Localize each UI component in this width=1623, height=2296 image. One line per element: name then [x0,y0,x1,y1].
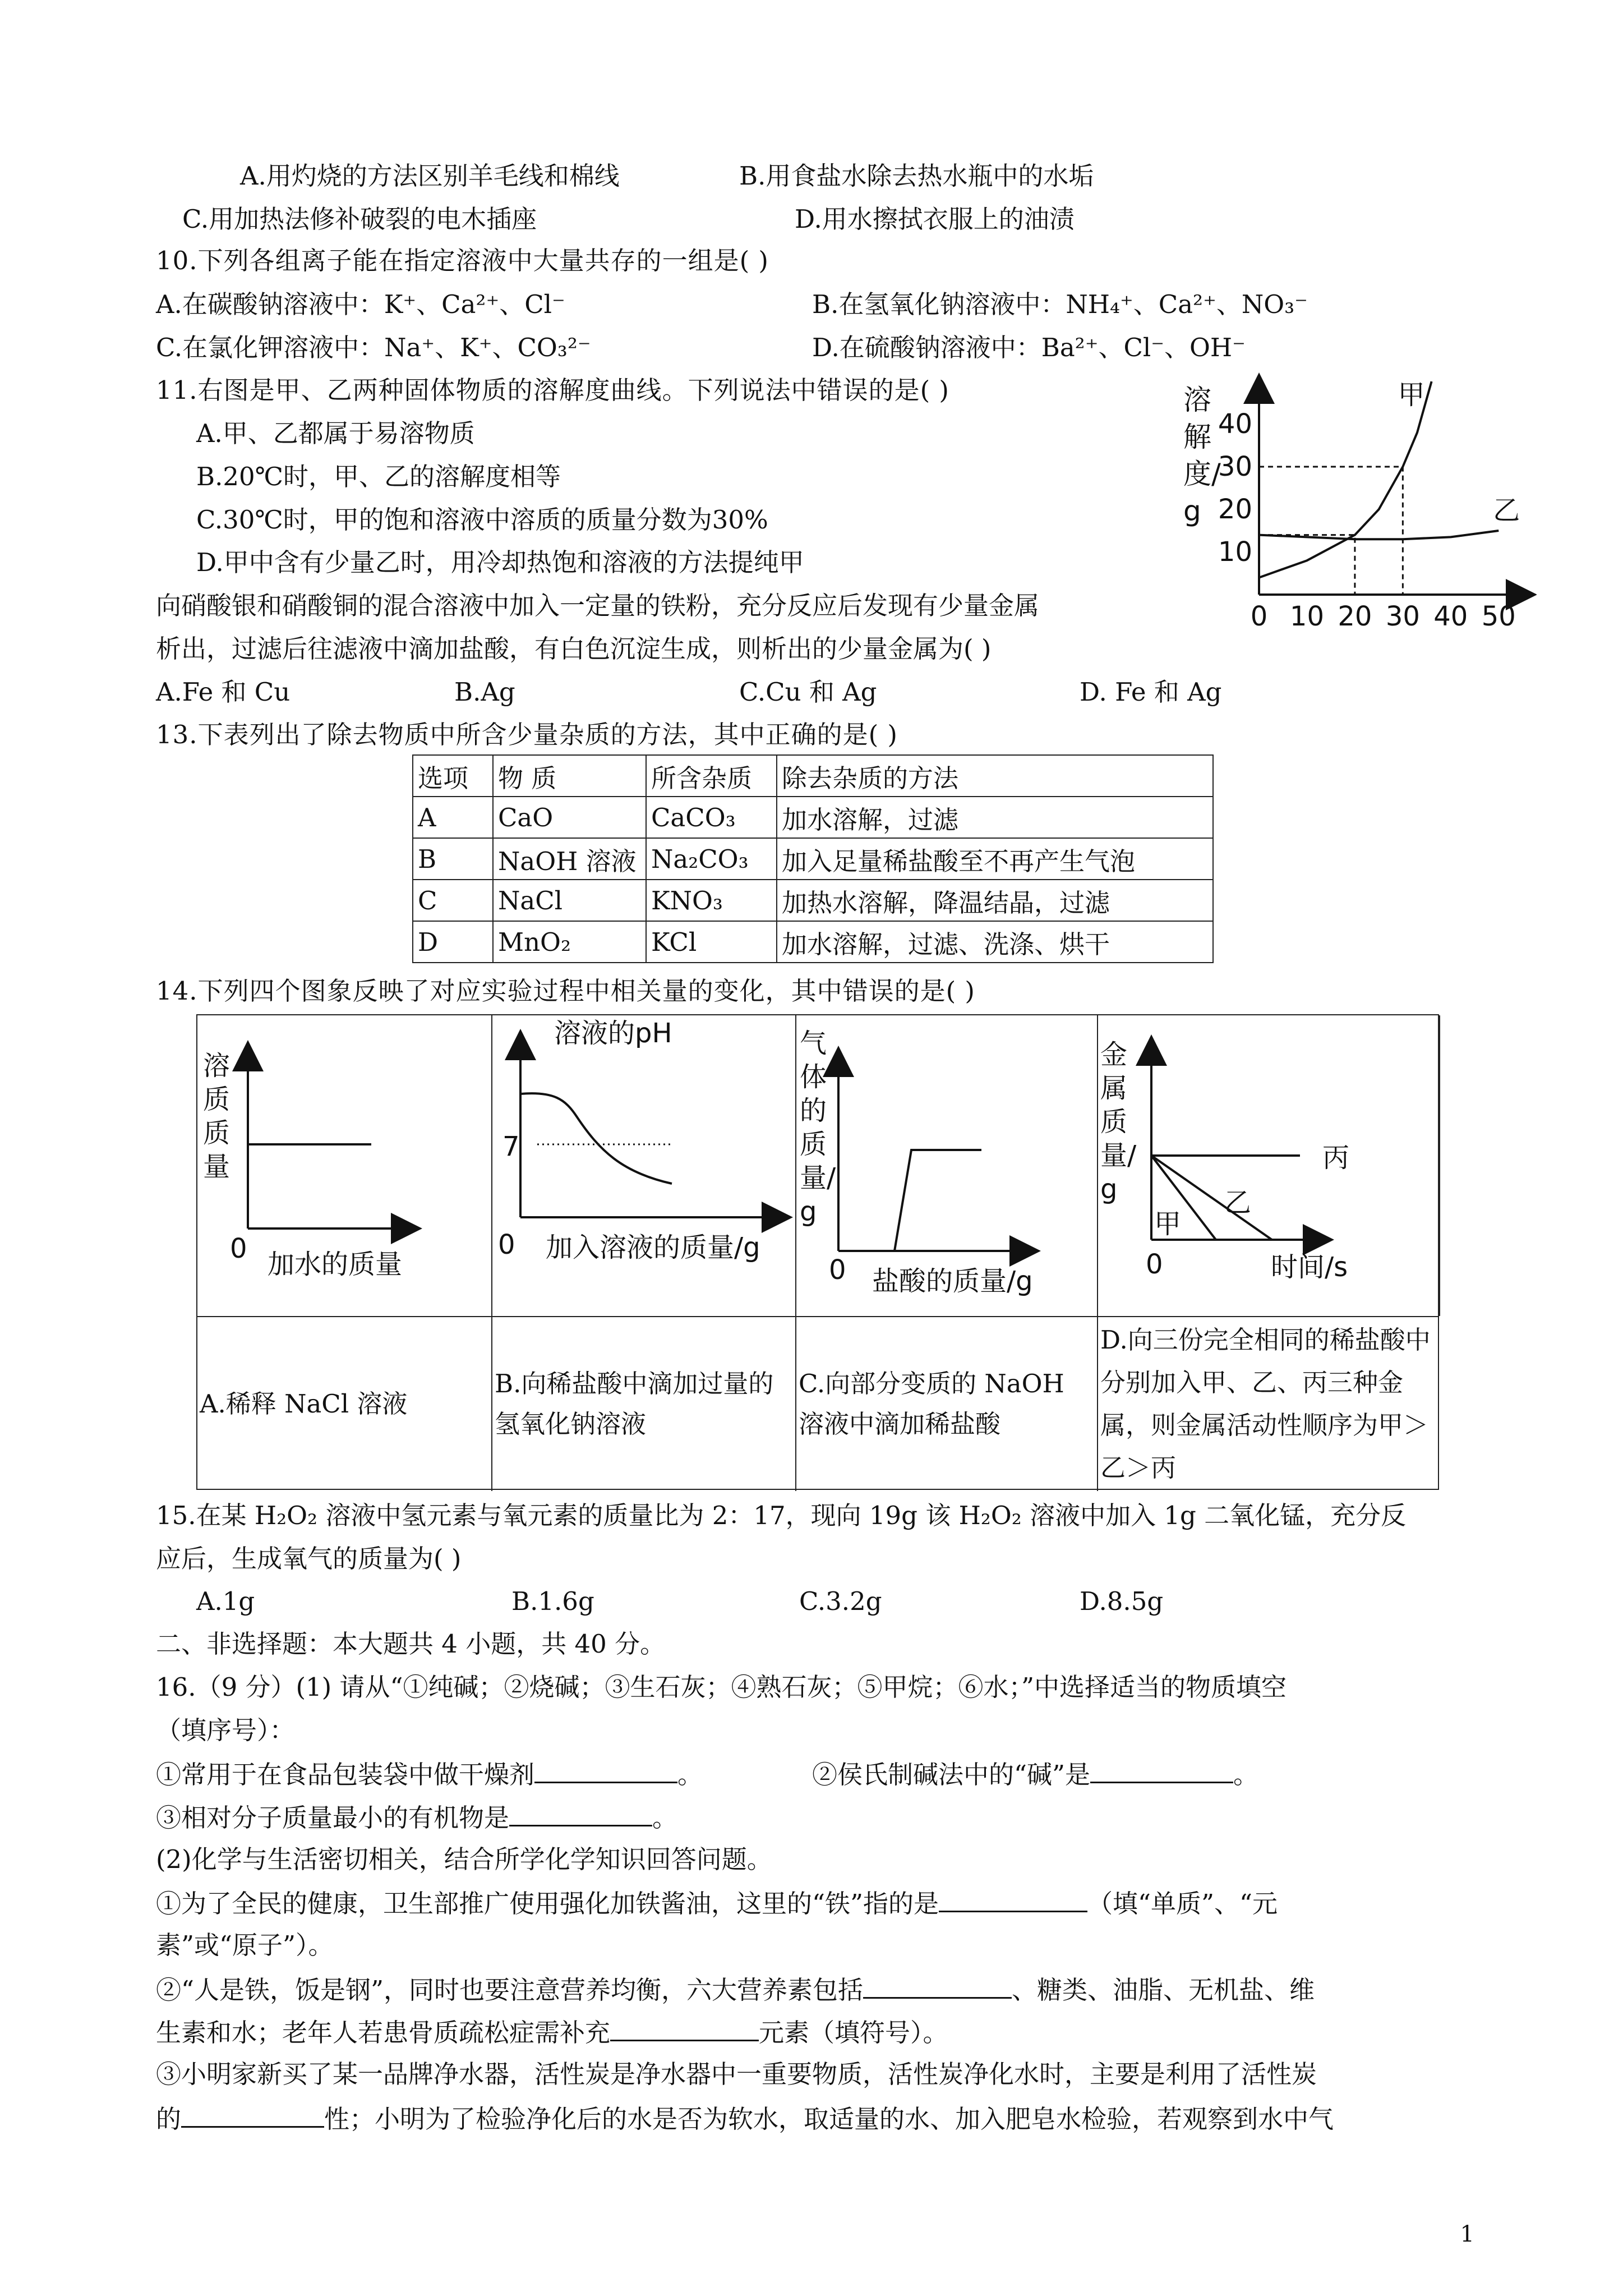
table-cell: NaOH 溶液 [493,838,646,880]
q15-line-1: 15.在某 H₂O₂ 溶液中氢元素与氧元素的质量比为 2：17，现向 19g 该 H₂O₂ 溶液中加入 1g 二氧化锰，充分反 [156,1501,1407,1530]
solubility-x-tick: 0 [1250,601,1268,632]
solubility-y-tick: 20 [1218,494,1252,525]
solubility-x-tick: 40 [1433,601,1468,632]
graph-caption-row [197,1316,1438,1491]
q16-line-1: 16.（9 分）(1) 请从“①纯碱；②烧碱；③生石灰；④熟石灰；⑤甲烷；⑥水；”中选择适当的物质填空 [156,1672,1287,1702]
graph-a-xlabel: 加水的质量 [268,1249,403,1280]
answer-blank-iron[interactable] [939,1886,1087,1912]
table-cell: C [413,880,493,921]
graph-d-label-jia: 甲 [1154,1208,1182,1240]
table-cell: Na₂CO₃ [646,838,777,880]
q9-option-a: A.用灼烧的方法区别羊毛线和棉线 [240,161,620,191]
graph-b-origin: 0 [498,1229,515,1260]
solubility-guide-line [1259,535,1355,595]
solubility-x-tick: 10 [1289,601,1324,632]
q16-line-9 [156,2015,948,2049]
table-cell: 加入足量稀盐酸至不再产生气泡 [777,838,1213,880]
graph-b-ytick-7: 7 [502,1131,520,1162]
q16-line-4 [156,1800,677,1834]
q16-text: 生素和水；老年人若患骨质疏松症需补充 [156,2018,611,2047]
header-method: 除去杂质的方法 [777,755,1213,797]
graph-d-label-yi: 乙 [1224,1187,1252,1218]
q11-option-d: D.甲中含有少量乙时，用冷却热饱和溶液的方法提纯甲 [196,547,804,577]
q10-option-a: A.在碳酸钠溶液中：K⁺、Ca²⁺、Cl⁻ [156,289,565,319]
q10-option-b: B.在氢氧化钠溶液中：NH₄⁺、Ca²⁺、NO₃⁻ [812,289,1308,319]
q16-line-5: (2)化学与生活密切相关，结合所学化学知识回答问题。 [156,1844,772,1874]
q16-text: ②侯氏制碱法中的“碱”是 [812,1760,1091,1789]
caption-a: A.稀释 NaCl 溶液 [197,1317,492,1491]
q16-text: ①为了全民的健康，卫生部推广使用强化加铁酱油，这里的“铁”指的是 [156,1889,939,1918]
graph-d-cell [1098,1015,1440,1316]
graph-c-origin: 0 [829,1254,846,1286]
solubility-y-tick: 10 [1218,536,1252,568]
q15-option-a: A.1g [196,1586,255,1616]
q15-option-c: C.3.2g [799,1586,882,1616]
q13-stem: 13.下表列出了除去物质中所含少量杂质的方法，其中正确的是( ) [156,720,898,749]
impurity-removal-table [412,754,1214,963]
q10-option-c: C.在氯化钾溶液中：Na⁺、K⁺、CO₃²⁻ [156,333,591,362]
graph-a [197,1015,491,1315]
table-cell: MnO₂ [493,921,646,963]
answer-blank-organic[interactable] [509,1800,652,1826]
answer-blank-element[interactable] [610,2015,759,2041]
q14-stem: 14.下列四个图象反映了对应实验过程中相关量的变化，其中错误的是( ) [156,976,975,1006]
table-row [413,797,1213,838]
q11-option-b: B.20℃时，甲、乙的溶解度相等 [196,462,561,491]
q16-text: ①常用于在食品包装袋中做干燥剂 [156,1760,535,1789]
page-number: 1 [1460,2221,1474,2247]
solubility-chart [1183,370,1537,639]
table-cell: CaO [493,797,646,838]
graph-d-ylabel: 金属质量/g [1100,1039,1137,1205]
table-cell: D [413,921,493,963]
q12-option-b: B.Ag [454,677,515,707]
q15-option-b: B.1.6g [511,1586,594,1616]
q12-option-d: D. Fe 和 Ag [1080,677,1222,707]
solubility-x-tick: 20 [1338,601,1372,632]
table-cell: 加水溶解，过滤、洗涤、烘干 [777,921,1213,963]
graph-b-cell [492,1015,796,1316]
q16-line-3 [156,1757,703,1791]
graph-a-origin: 0 [230,1233,247,1264]
q15-option-d: D.8.5g [1080,1586,1164,1616]
q10-option-d: D.在硫酸钠溶液中：Ba²⁺、Cl⁻、OH⁻ [812,333,1246,362]
q16-line-2: （填序号）： [156,1715,295,1745]
q10-stem: 10.下列各组离子能在指定溶液中大量共存的一组是( ) [156,246,769,275]
q11-option-c: C.30℃时，甲的饱和溶液中溶质的质量分数为30% [196,505,768,535]
header-option: 选项 [413,755,493,797]
solubility-guide-line [1259,467,1403,595]
table-cell: KNO₃ [646,880,777,921]
q12-option-a: A.Fe 和 Cu [156,677,291,707]
header-impurity: 所含杂质 [646,755,777,797]
graph-d-xlabel: 时间/s [1271,1251,1348,1283]
q16-line-11 [156,2101,1334,2136]
q16-text: （填“单质”、“元 [1087,1889,1278,1918]
graph-b [492,1015,795,1315]
answer-blank-alkali[interactable] [1090,1757,1233,1783]
q11-stem: 11.右图是甲、乙两种固体物质的溶解度曲线。下列说法中错误的是( ) [156,375,949,405]
graph-c-ylabel: 气体的质量/g [800,1028,836,1227]
caption-d: D.向三份完全相同的稀盐酸中分别加入甲、乙、丙三种金属，则金属活动性顺序为甲＞乙＞丙 [1100,1325,1431,1483]
table-cell: A [413,797,493,838]
q16-line-10: ③小明家新买了某一品牌净水器，活性炭是净水器中一重要物质，活性炭净化水时，主要是利用了活性炭 [156,2059,1317,2089]
q9-option-b: B.用食盐水除去热水瓶中的水垢 [739,161,1094,191]
graph-table [196,1014,1439,1490]
q16-text: 的 [156,2104,182,2134]
q16-text: 元素（填符号）。 [759,2018,948,2047]
table-cell: KCl [646,921,777,963]
q16-text: 、糖类、油脂、无机盐、维 [1012,1975,1315,2005]
table-cell: NaCl [493,880,646,921]
graph-c-xlabel: 盐酸的质量/g [872,1266,1033,1297]
q16-line-6 [156,1886,1278,1920]
caption-b: B.向稀盐酸中滴加过量的氢氧化钠溶液 [492,1317,796,1491]
graph-c [796,1015,1097,1315]
solubility-y-tick: 30 [1218,451,1252,482]
q16-line-3b [812,1757,1258,1791]
table-row [413,838,1213,880]
solubility-x-tick: 30 [1385,601,1420,632]
q16-text: 。 [677,1760,703,1789]
q12-option-c: C.Cu 和 Ag [739,677,877,707]
q16-text: ③相对分子质量最小的有机物是 [156,1803,510,1833]
table-cell: CaCO₃ [646,797,777,838]
solubility-chart-ylabel: 溶解度/g [1183,384,1221,527]
table-row [413,921,1213,963]
q16-line-7: 素”或“原子”）。 [156,1930,334,1960]
table-cell: 加水溶解，过滤 [777,797,1213,838]
graph-b-ph-curve [520,1093,672,1184]
header-substance: 物 质 [493,755,646,797]
answer-blank-adsorption[interactable] [181,2101,324,2128]
graph-d [1098,1015,1438,1315]
caption-c: C.向部分变质的 NaOH 溶液中滴加稀盐酸 [796,1317,1098,1491]
answer-blank-desiccant[interactable] [534,1757,677,1783]
q16-text: 。 [1233,1760,1259,1789]
solubility-curve-label: 乙 [1493,495,1520,526]
q9-option-c: C.用加热法修补破裂的电木插座 [182,204,537,234]
q12-line-2: 析出，过滤后往滤液中滴加盐酸，有白色沉淀生成，则析出的少量金属为( ) [156,634,992,664]
section-2-title: 二、非选择题：本大题共 4 小题，共 40 分。 [156,1629,666,1659]
graph-d-origin: 0 [1146,1249,1163,1280]
graph-c-gas-line [895,1150,981,1251]
q16-text: 。 [652,1803,678,1833]
q12-line-1: 向硝酸银和硝酸铜的混合溶液中加入一定量的铁粉，充分反应后发现有少量金属 [156,591,1040,620]
table-header-row [413,755,1213,797]
q16-text: 性；小明为了检验净化后的水是否为软水，取适量的水、加入肥皂水检验，若观察到水中气 [324,2104,1334,2134]
solubility-x-tick: 50 [1481,601,1516,632]
q11-option-a: A.甲、乙都属于易溶物质 [196,418,475,448]
graph-b-xlabel: 加入溶液的质量/g [546,1232,760,1263]
solubility-curve-label: 甲 [1398,379,1425,411]
q16-text: ②“人是铁，饭是钢”，同时也要注意营养均衡，六大营养素包括 [156,1975,864,2005]
graph-c-cell [796,1015,1098,1316]
table-cell: B [413,838,493,880]
graph-a-cell [197,1015,492,1316]
solubility-y-tick: 40 [1218,408,1252,440]
solubility-curve-jia [1259,381,1432,578]
graph-b-ylabel: 溶液的pH [554,1018,672,1049]
graph-d-label-bing: 丙 [1322,1142,1350,1174]
table-cell: 加热水溶解，降温结晶，过滤 [777,880,1213,921]
q9-option-d: D.用水擦拭衣服上的油渍 [795,204,1075,234]
q15-line-2: 应后，生成氧气的质量为( ) [156,1544,462,1573]
table-row [413,880,1213,921]
graph-a-ylabel: 溶质质量 [203,1050,230,1182]
q16-line-8 [156,1972,1315,2007]
answer-blank-nutrient[interactable] [863,1972,1012,1999]
